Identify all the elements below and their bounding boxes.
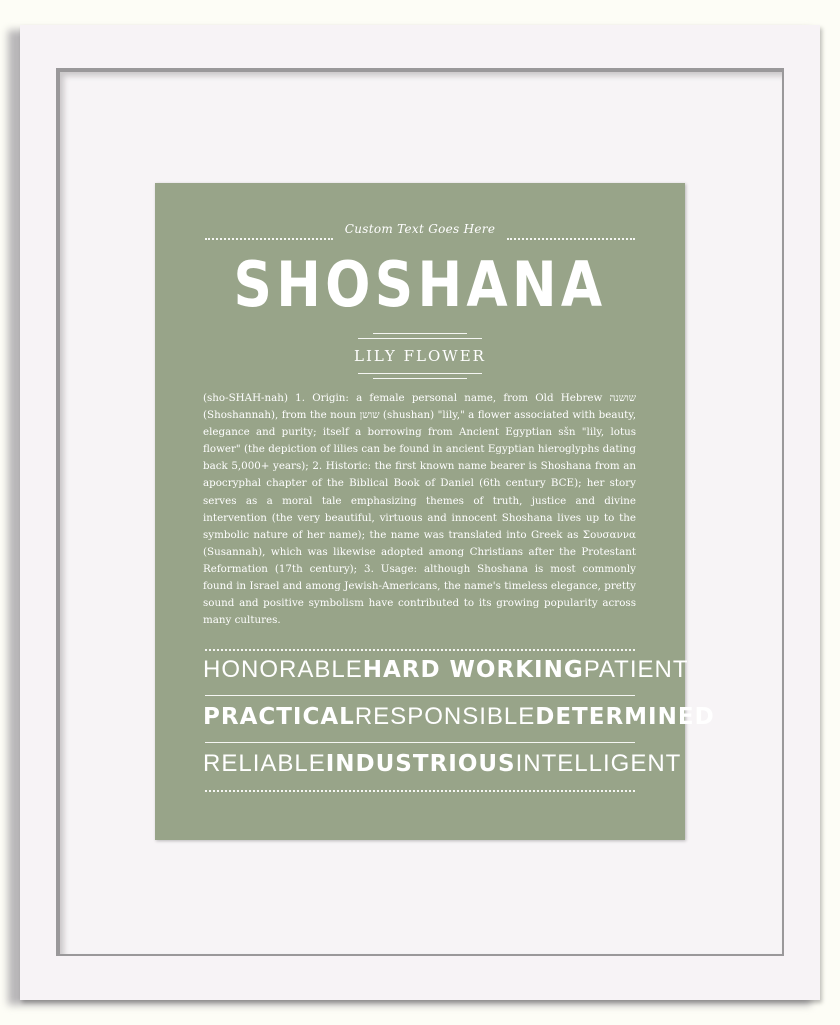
name-art-print bbox=[155, 183, 715, 840]
dotted-rule-traits-top bbox=[205, 649, 635, 651]
rule-top-2 bbox=[358, 338, 482, 339]
name-meaning: LILY FLOWER bbox=[354, 347, 486, 365]
trait: RESPONSIBLE bbox=[354, 703, 536, 730]
name-title: SHOSHANA bbox=[233, 248, 607, 321]
rule-top-1 bbox=[373, 333, 467, 334]
trait-row-3 bbox=[203, 750, 682, 784]
trait: HONORABLE bbox=[203, 656, 363, 683]
trait: DETERMINED bbox=[535, 704, 715, 730]
custom-text: Custom Text Goes Here bbox=[344, 222, 496, 236]
trait-divider-2 bbox=[205, 742, 635, 743]
rule-bottom-2 bbox=[373, 378, 467, 379]
trait-row-1 bbox=[203, 656, 689, 690]
trait: INTELLIGENT bbox=[515, 750, 682, 777]
dotted-rule-right bbox=[507, 238, 635, 240]
trait-divider-1 bbox=[205, 695, 635, 696]
trait: RELIABLE bbox=[203, 750, 326, 777]
trait: INDUSTRIOUS bbox=[325, 751, 516, 777]
trait-row-2 bbox=[203, 703, 715, 737]
name-definition: (sho-SHAH-nah) 1. Origin: a female personal name, from Old Hebrew שושנה (Shoshannah), from the noun שושן (shushan) "lily," a flower associated with beauty, elegance and purity; itself a borrowing from Ancient Egyptian sšn "lily, lotus flower" (the depiction of lilies can be found in ancient Egyptian hieroglyphs dating back 5,000+ years); 2. Historic: the first known name bearer is Shoshana from an apocryphal chapter of the Biblical Book of Daniel (6th century BCE); her story serves as a moral tale emphasizing themes of truth, justice and divine intervention (the very beautiful, virtuous and innocent Shoshana lives up to the symbolic nature of her name); the name was translated into Greek as Σουσαννα (Susannah), which was likewise adopted among Christians after the Protestant Reformation (17th century); 3. Usage: although Shoshana is most commonly found in Israel and among Jewish-Americans, the name's timeless elegance, pretty sound and positive symbolism have contributed to its growing popularity across many cultures. bbox=[203, 392, 636, 627]
trait: PRACTICAL bbox=[203, 704, 355, 730]
dotted-rule-traits-bottom bbox=[205, 790, 635, 792]
trait: HARD WORKING bbox=[362, 657, 584, 683]
rule-bottom-1 bbox=[358, 373, 482, 374]
dotted-rule-left bbox=[205, 238, 333, 240]
trait: PATIENT bbox=[583, 656, 689, 683]
